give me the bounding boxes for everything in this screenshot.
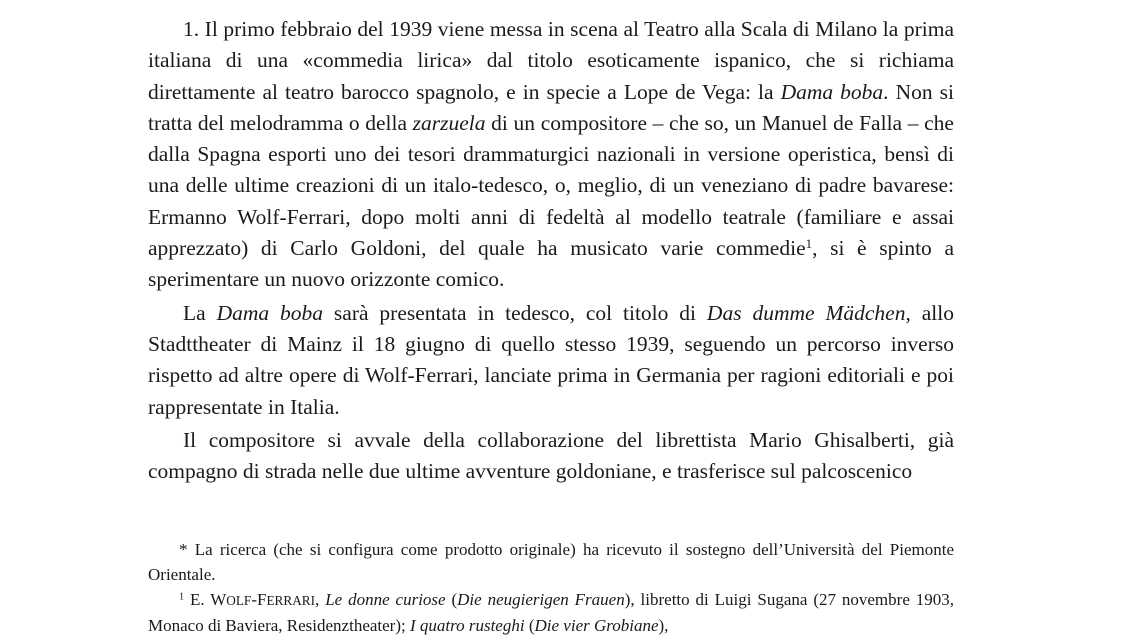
footnote-ref-1[interactable]: 1 xyxy=(805,236,813,251)
document-page xyxy=(148,0,954,640)
footnote-star-marker: * xyxy=(179,540,188,559)
paragraph-2: La Dama boba sarà presentata in tedesco, col titolo di Das dumme Mädchen, allo Stadttheater di Mainz il 18 giugno di quello stesso 1939, seguendo un percorso inverso rispetto ad altre opere di Wolf-Ferrari, lanciate prima in Germania per ragioni editoriali e poi rappresentate in Italia. xyxy=(148,300,954,419)
paragraph-1: 1. Il primo febbraio del 1939 viene messa in scena al Teatro alla Scala di Milano la prima italiana di una «commedia lirica» dal titolo esoticamente ispanico, che si richiama direttamente al teatro barocco spagnolo, e in specie a Lope de Vega: la Dama boba. Non si tratta del melodramma o della zarzuela di un compositore – che so, un Manuel de Falla – che dalla Spagna esporti uno dei tesori drammaturgici nazionali in versione operistica, bensì di una delle ultime creazioni di un italo-tedesco, o, meglio, di un veneziano di padre bavarese: Ermanno Wolf-Ferrari, dopo molti anni di fedeltà al modello teatrale (familiare e assai apprezzato) di Carlo Goldoni, del quale ha musicato varie commedie$^1$, si è spinto a sperimentare un nuovo orizzonte comico. xyxy=(148,17,954,292)
paragraph-3: Il compositore si avvale della collaborazione del librettista Mario Ghisalberti, già compagno di strada nelle due ultime avventure goldoniane, e trasferisce sul palcoscenico xyxy=(148,427,954,484)
main-text xyxy=(148,14,954,487)
footnote-1: $^1$ E. WOLF-FERRARI, Le donne curiose (Die neugierigen Frauen), libretto di Luigi Sugana (27 novembre 1903, Monaco di Baviera, Residenztheater); I quatro rusteghi (Die vier Grobiane), xyxy=(148,590,955,635)
section-number: 1. xyxy=(183,17,200,41)
footnote-star: * La ricerca (che si configura come prodotto originale) ha ricevuto il sostegno dell’Università del Piemonte Orientale. xyxy=(148,540,954,584)
footnotes xyxy=(148,538,954,638)
footnote-1-marker: 1 xyxy=(179,591,185,603)
